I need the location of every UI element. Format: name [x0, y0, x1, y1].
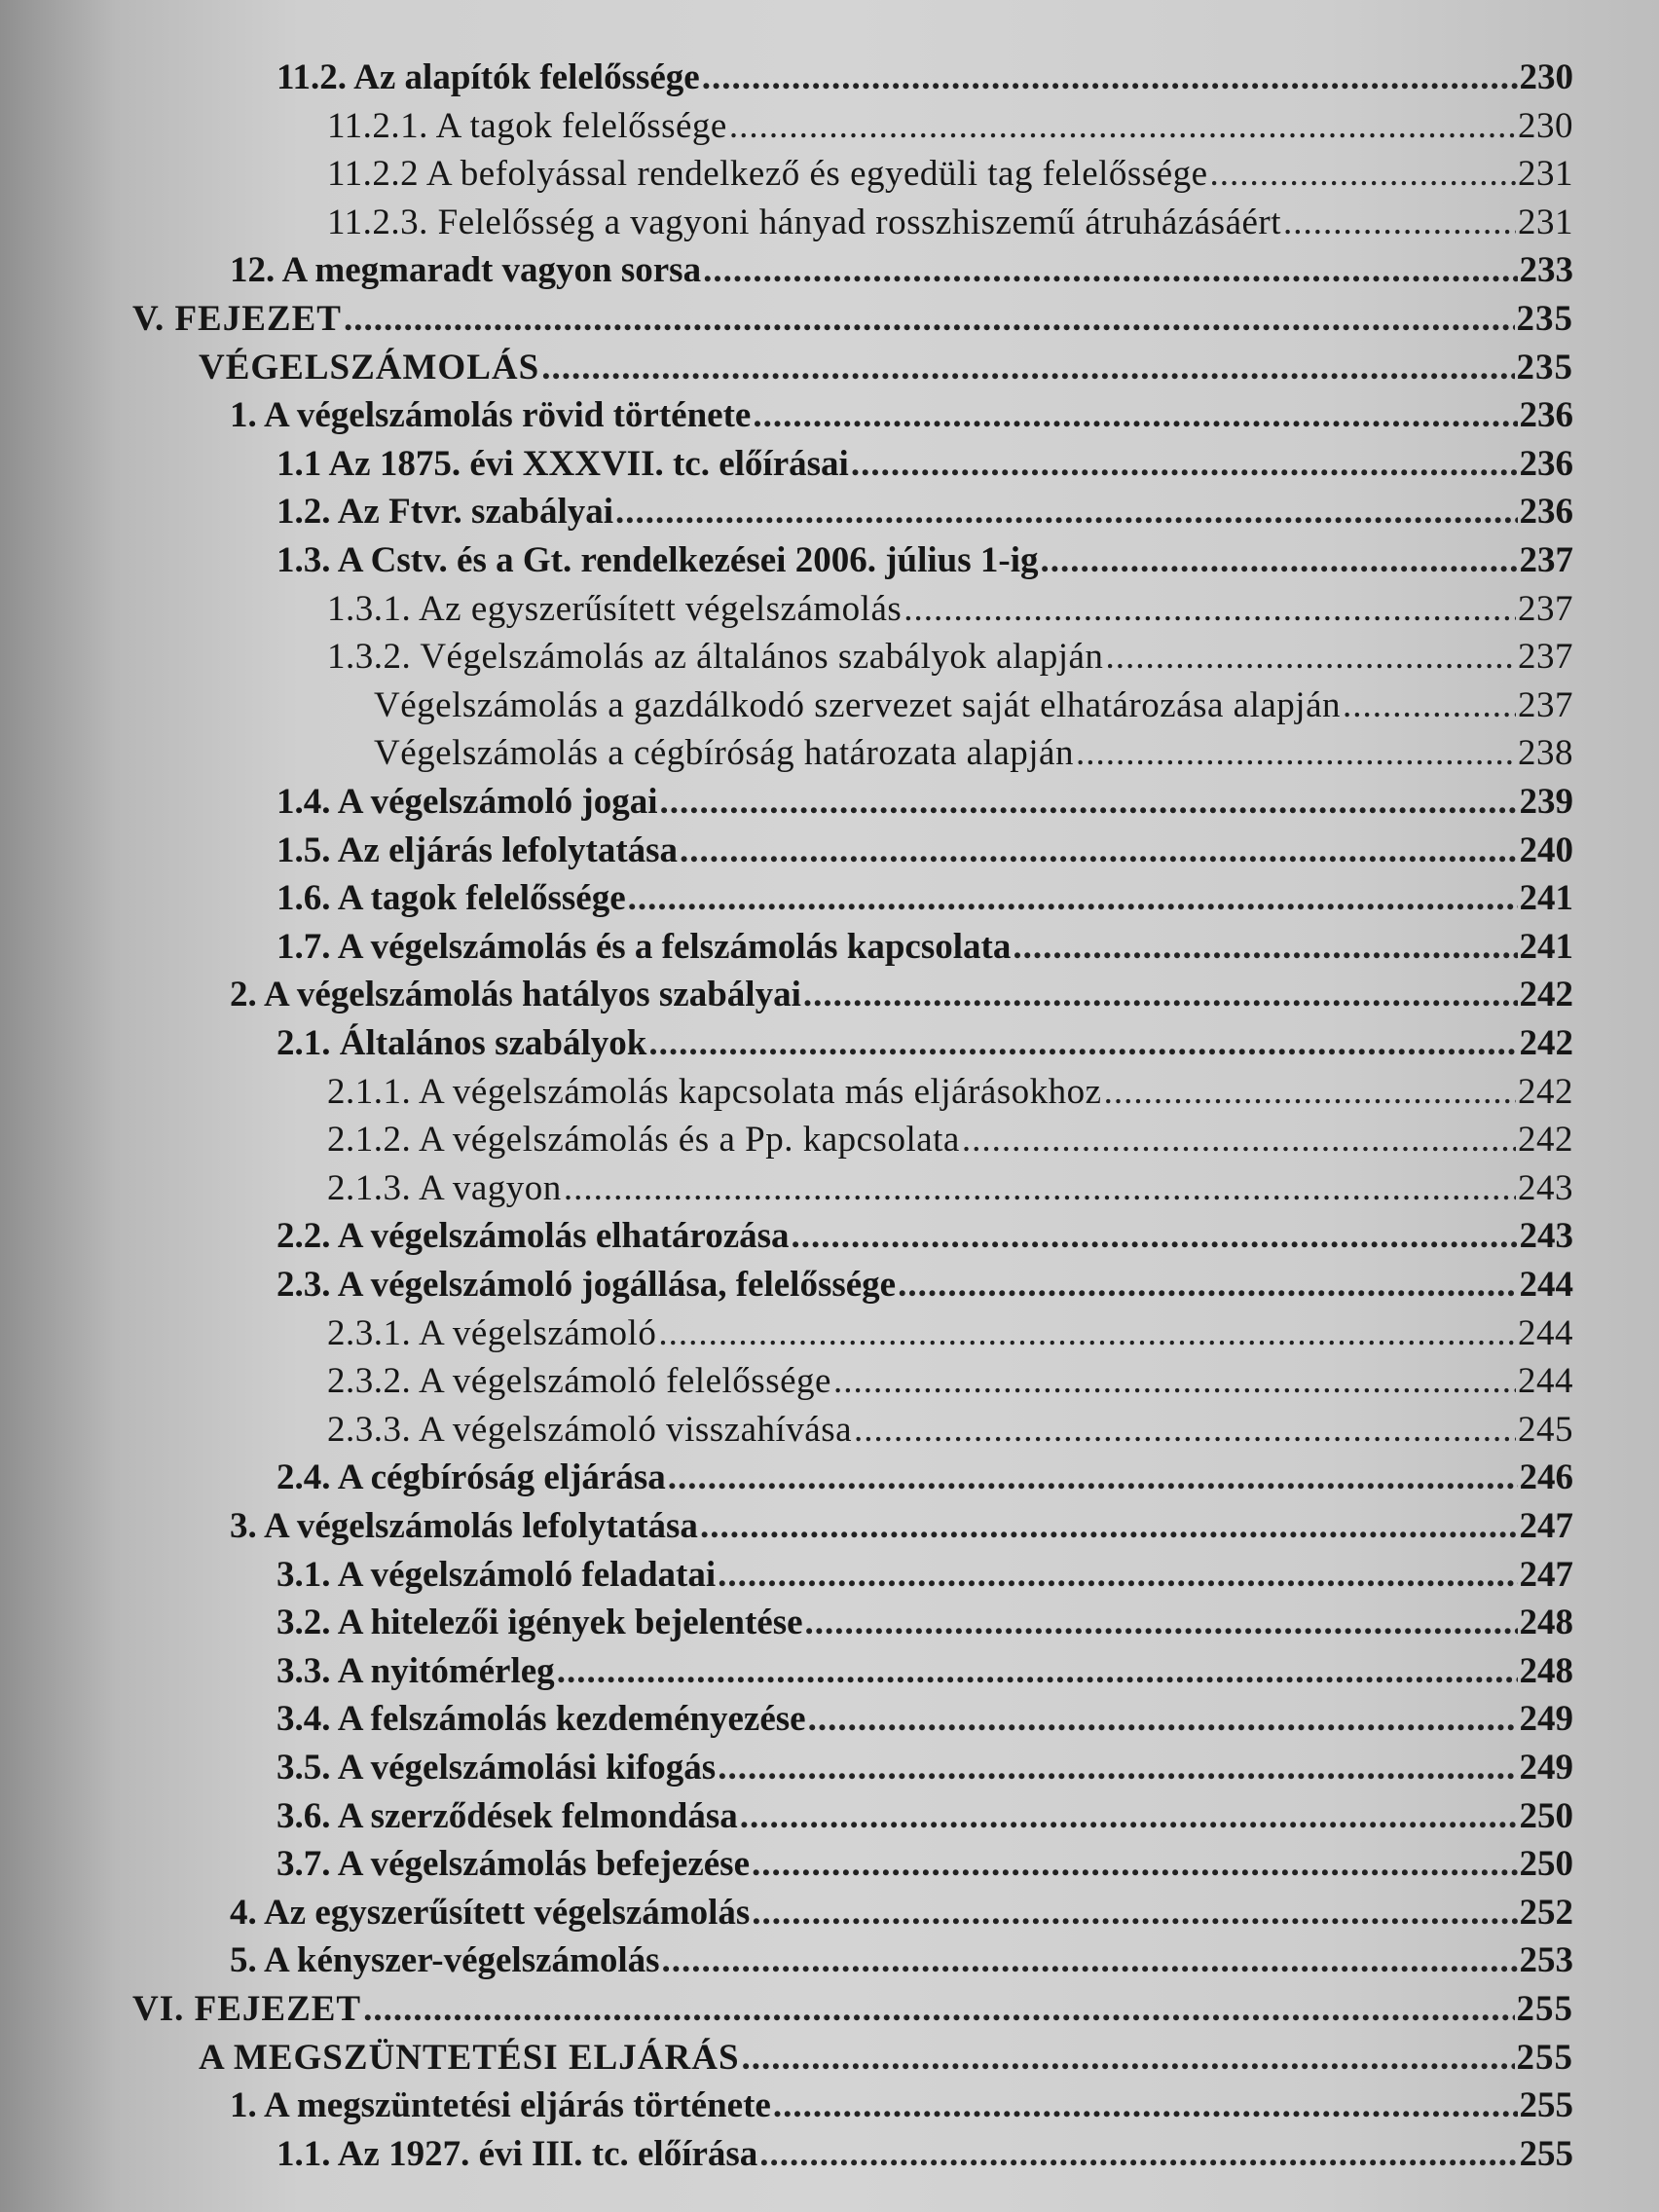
toc-entry-title: 1. A megszüntetési eljárás története — [230, 2085, 771, 2126]
toc-entry-page-number: 250 — [1519, 1795, 1573, 1836]
toc-entry — [199, 341, 1573, 389]
dot-leader — [773, 2084, 1518, 2127]
toc-entry-title: A MEGSZÜNTETÉSI ELJÁRÁS — [199, 2037, 740, 2078]
toc-entry — [276, 1741, 1573, 1789]
toc-entry-page-number: 243 — [1519, 1216, 1573, 1257]
toc-entry — [327, 1113, 1573, 1161]
dot-leader — [703, 249, 1517, 292]
toc-entry-page-number: 238 — [1518, 733, 1573, 774]
toc-entry — [230, 243, 1573, 292]
toc-entry-page-number: 237 — [1519, 540, 1573, 580]
toc-entry — [276, 1596, 1573, 1644]
toc-entry-page-number: 231 — [1518, 154, 1573, 195]
toc-entry — [276, 1258, 1573, 1307]
toc-entry-page-number: 236 — [1519, 443, 1573, 484]
toc-entry — [230, 1934, 1573, 1982]
toc-entry-title: V. FEJEZET — [132, 299, 342, 339]
dot-leader — [851, 443, 1518, 486]
toc-entry — [276, 1209, 1573, 1258]
toc-entry — [276, 51, 1573, 99]
toc-entry-title: 3.2. A hitelezői igények bejelentése — [276, 1603, 803, 1643]
toc-entry-title: 1.7. A végelszámolás és a felszámolás kapcsolata — [276, 926, 1012, 967]
toc-entry-page-number: 239 — [1519, 782, 1573, 822]
toc-entry-title: 2.3.3. A végelszámoló visszahívása — [327, 1409, 853, 1450]
toc-entry-page-number: 246 — [1519, 1457, 1573, 1498]
dot-leader — [718, 1554, 1517, 1597]
dot-leader — [903, 588, 1516, 631]
toc-entry-page-number: 230 — [1519, 57, 1573, 97]
toc-entry — [276, 871, 1573, 920]
toc-entry-title: 11.2.3. Felelősség a vagyoni hányad rosszhiszemű átruházásáért — [327, 202, 1282, 242]
dot-leader — [729, 105, 1516, 148]
toc-entry-title: 1. A végelszámolás rövid története — [230, 395, 752, 436]
toc-entry-page-number: 240 — [1519, 830, 1573, 870]
toc-entry-title: 2.3. A végelszámoló jogállása, felelőssége — [276, 1265, 897, 1305]
dot-leader — [557, 1650, 1518, 1693]
toc-entry-title: 3.7. A végelszámolás befejezése — [276, 1844, 750, 1885]
toc-entry-page-number: 249 — [1519, 1748, 1573, 1788]
toc-entry — [230, 2079, 1573, 2127]
toc-entry-title: 3.5. A végelszámolási kifogás — [276, 1748, 717, 1788]
toc-entry-page-number: 235 — [1516, 347, 1573, 387]
toc-entry-page-number: 249 — [1519, 1699, 1573, 1740]
toc-entry-title: Végelszámolás a gazdálkodó szervezet saját elhatározása alapján — [374, 684, 1341, 725]
dot-leader — [1104, 1071, 1516, 1114]
toc-entry — [230, 388, 1573, 437]
dot-leader — [564, 1167, 1516, 1210]
toc-entry — [276, 824, 1573, 872]
toc-entry — [327, 582, 1573, 631]
toc-entry-page-number: 237 — [1518, 588, 1573, 629]
toc-entry-page-number: 242 — [1519, 1023, 1573, 1063]
dot-leader — [363, 1988, 1514, 2031]
toc-entry-title: 2.1.3. A vagyon — [327, 1167, 562, 1208]
toc-entry-page-number: 242 — [1519, 975, 1573, 1015]
dot-leader — [833, 1360, 1516, 1403]
toc-entry — [276, 1016, 1573, 1065]
toc-entry-title: 2.4. A cégbíróság eljárása — [276, 1457, 666, 1498]
toc-entry-page-number: 255 — [1519, 2085, 1573, 2126]
toc-entry — [327, 1065, 1573, 1114]
toc-entry-title: VI. FEJEZET — [132, 1989, 362, 2029]
toc-entry-page-number: 252 — [1519, 1892, 1573, 1933]
toc-entry-title: 1.2. Az Ftvr. szabályai — [276, 492, 614, 533]
toc-entry-page-number: 244 — [1518, 1312, 1573, 1353]
dot-leader — [1105, 636, 1516, 679]
toc-entry-page-number: 244 — [1518, 1361, 1573, 1402]
toc-entry-title: 2.3.1. A végelszámoló — [327, 1312, 657, 1353]
dot-leader — [759, 2133, 1517, 2176]
dot-leader — [658, 1312, 1516, 1355]
toc-entry — [327, 1307, 1573, 1355]
toc-entry-page-number: 244 — [1519, 1265, 1573, 1305]
toc-entry-page-number: 241 — [1519, 926, 1573, 967]
toc-entry-title: 2.2. A végelszámolás elhatározása — [276, 1216, 790, 1257]
toc-entry — [374, 679, 1573, 727]
toc-entry — [276, 920, 1573, 969]
dot-leader — [803, 974, 1518, 1016]
toc-entry — [327, 630, 1573, 679]
toc-entry-page-number: 230 — [1518, 105, 1573, 146]
toc-entry-page-number: 237 — [1518, 637, 1573, 678]
toc-entry-title: 3.1. A végelszámoló feladatai — [276, 1554, 717, 1595]
toc-entry-title: 1.4. A végelszámoló jogai — [276, 782, 658, 822]
toc-entry-page-number: 236 — [1519, 395, 1573, 436]
toc-entry — [327, 147, 1573, 196]
toc-entry-page-number: 255 — [1516, 2037, 1573, 2078]
toc-entry — [276, 485, 1573, 534]
toc-entry-title: 1.6. A tagok felelőssége — [276, 878, 626, 919]
toc-entry-page-number: 243 — [1518, 1167, 1573, 1208]
toc-entry — [276, 2127, 1573, 2176]
toc-entry-title: 1.3.2. Végelszámolás az általános szabályok alapján — [327, 637, 1104, 678]
toc-entry-title: 11.2. Az alapítók felelőssége — [276, 57, 700, 97]
toc-entry — [276, 1451, 1573, 1499]
dot-leader — [648, 1022, 1517, 1065]
dot-leader — [854, 1409, 1516, 1452]
toc-entry-title: 2.1.2. A végelszámolás és a Pp. kapcsolata — [327, 1120, 960, 1161]
dot-leader — [680, 830, 1517, 872]
dot-leader — [898, 1264, 1517, 1307]
toc-entry-title: 3.4. A felszámolás kezdeményezése — [276, 1699, 806, 1740]
toc-entry-title: 3.6. A szerződések felmondása — [276, 1795, 738, 1836]
dot-leader — [1013, 926, 1517, 969]
toc-entry-title: VÉGELSZÁMOLÁS — [199, 347, 540, 387]
dot-leader — [660, 781, 1518, 824]
dot-leader — [541, 347, 1514, 389]
toc-entry-page-number: 231 — [1518, 202, 1573, 242]
toc-entry — [327, 1354, 1573, 1403]
dot-leader — [344, 298, 1515, 341]
dot-leader — [753, 394, 1517, 437]
toc-entry-page-number: 235 — [1516, 299, 1573, 339]
toc-entry-title: 4. Az egyszerűsített végelszámolás — [230, 1892, 751, 1933]
toc-entry-page-number: 255 — [1519, 2133, 1573, 2174]
toc-entry — [276, 1644, 1573, 1693]
toc-entry-page-number: 247 — [1519, 1554, 1573, 1595]
dot-leader — [615, 491, 1517, 534]
toc-entry-title: 3. A végelszámolás lefolytatása — [230, 1506, 698, 1546]
dot-leader — [752, 1892, 1517, 1935]
dot-leader — [792, 1215, 1518, 1258]
toc-entry-title: 2.1.1. A végelszámolás kapcsolata más eljárásokhoz — [327, 1071, 1102, 1112]
toc-entry — [276, 534, 1573, 582]
toc-entry-page-number: 248 — [1519, 1603, 1573, 1643]
toc-entry-page-number: 255 — [1516, 1989, 1573, 2029]
toc-entry — [230, 1499, 1573, 1548]
toc-entry-page-number: 236 — [1519, 492, 1573, 533]
dot-leader — [1283, 202, 1516, 244]
dot-leader — [752, 1843, 1518, 1886]
toc-entry-page-number: 242 — [1518, 1071, 1573, 1112]
toc-entry-page-number: 253 — [1519, 1940, 1573, 1981]
toc-entry — [132, 292, 1573, 341]
toc-entry-title: 1.1. Az 1927. évi III. tc. előírása — [276, 2133, 758, 2174]
toc-entry-page-number: 241 — [1519, 878, 1573, 919]
toc-entry-title: Végelszámolás a cégbíróság határozata alapján — [374, 733, 1074, 774]
toc-entry — [230, 1886, 1573, 1935]
toc-entry — [374, 726, 1573, 775]
dot-leader — [700, 1505, 1518, 1548]
dot-leader — [808, 1698, 1518, 1741]
toc-entry — [327, 99, 1573, 148]
dot-leader — [1210, 153, 1516, 196]
toc-entry-title: 2. A végelszámolás hatályos szabályai — [230, 975, 801, 1015]
toc-entry — [327, 1403, 1573, 1452]
toc-entry-title: 1.1 Az 1875. évi XXXVII. tc. előírásai — [276, 443, 849, 484]
dot-leader — [805, 1602, 1518, 1644]
dot-leader — [628, 877, 1518, 920]
toc-entry-title: 2.1. Általános szabályok — [276, 1023, 647, 1063]
dot-leader — [962, 1119, 1516, 1161]
dot-leader — [742, 2037, 1515, 2080]
toc-entry-title: 3.3. A nyitómérleg — [276, 1650, 555, 1691]
toc-entry-page-number: 247 — [1519, 1506, 1573, 1546]
dot-leader — [702, 56, 1518, 99]
toc-entry-page-number: 233 — [1519, 250, 1573, 291]
toc-entry-page-number: 250 — [1519, 1844, 1573, 1885]
toc-entry-title: 5. A kényszer-végelszámolás — [230, 1940, 660, 1981]
toc-entry-title: 1.5. Az eljárás lefolytatása — [276, 830, 679, 870]
toc-entry — [276, 1692, 1573, 1741]
toc-entry — [276, 1789, 1573, 1838]
toc-entry-page-number: 245 — [1518, 1409, 1573, 1450]
toc-entry — [327, 1161, 1573, 1210]
toc-entry — [327, 196, 1573, 244]
toc-entry-title: 11.2.2 A befolyással rendelkező és egyedüli tag felelőssége — [327, 154, 1208, 195]
dot-leader — [718, 1747, 1517, 1789]
dot-leader — [662, 1939, 1518, 1982]
toc-entry — [132, 1982, 1573, 2031]
dot-leader — [1040, 539, 1517, 582]
toc-entry — [276, 1548, 1573, 1597]
toc-entry — [199, 2031, 1573, 2080]
toc-entry-title: 2.3.2. A végelszámoló felelőssége — [327, 1361, 831, 1402]
toc-entry — [276, 1837, 1573, 1886]
toc-entry-title: 12. A megmaradt vagyon sorsa — [230, 250, 702, 291]
toc-entry — [230, 968, 1573, 1016]
toc-entry-title: 1.3. A Cstv. és a Gt. rendelkezései 2006. július 1-ig — [276, 540, 1039, 580]
toc-entry-title: 1.3.1. Az egyszerűsített végelszámolás — [327, 588, 903, 629]
toc-entry-title: 11.2.1. A tagok felelőssége — [327, 105, 727, 146]
toc-entry-page-number: 242 — [1518, 1120, 1573, 1161]
dot-leader — [740, 1795, 1518, 1838]
dot-leader — [1076, 732, 1516, 775]
toc-entry — [276, 775, 1573, 824]
toc-entry — [276, 437, 1573, 486]
dot-leader — [668, 1456, 1518, 1499]
toc-entry-page-number: 248 — [1519, 1650, 1573, 1691]
toc-entry-page-number: 237 — [1518, 684, 1573, 725]
dot-leader — [1343, 684, 1516, 727]
